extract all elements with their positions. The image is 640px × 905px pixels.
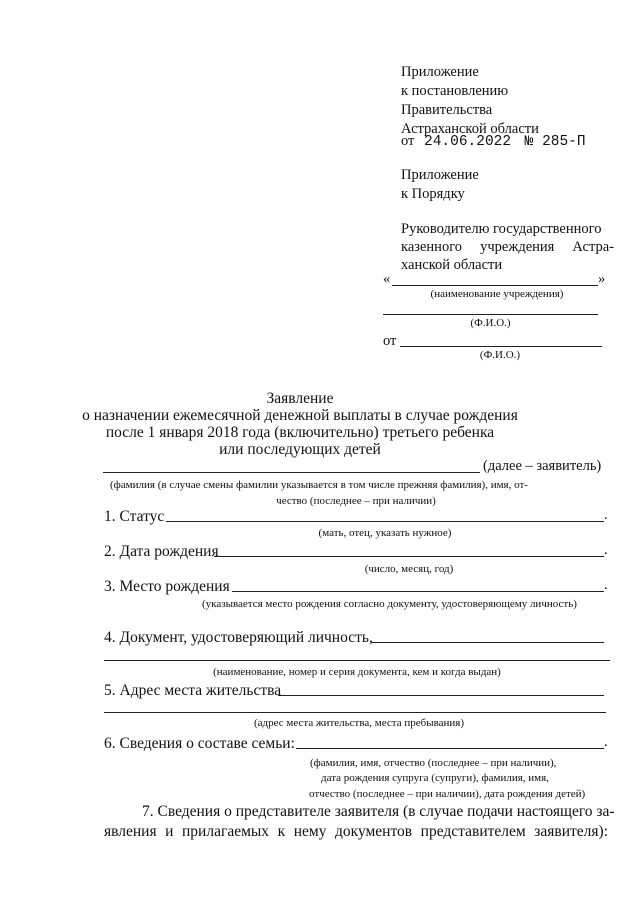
fio-caption: (Ф.И.О.) bbox=[470, 317, 511, 329]
decree-date: 24.06.2022 bbox=[424, 134, 512, 150]
family-caption: (фамилия, имя, отчество (последнее – при наличии), bbox=[310, 757, 557, 769]
birthdate-caption: (число, месяц, год) bbox=[364, 563, 454, 575]
document-label: 4. Документ, удостоверяющий личность, bbox=[104, 629, 373, 646]
status-dot: . bbox=[604, 507, 608, 523]
representative-text: явления и прилагаемых к нему документов представителем заявителя): bbox=[104, 823, 608, 840]
fio-caption: (Ф.И.О.) bbox=[479, 349, 521, 361]
quote-close: » bbox=[598, 271, 606, 287]
appendix-title: Приложение bbox=[401, 64, 479, 80]
family-label: 6. Сведения о составе семьи: bbox=[104, 735, 295, 752]
addressee-line: Руководителю государственного bbox=[401, 221, 602, 237]
representative-text: 7. Сведения о представителе заявителя (в случае подачи настоящего за- bbox=[142, 803, 615, 820]
family-field[interactable] bbox=[296, 748, 604, 749]
address-label: 5. Адрес места жительства bbox=[104, 682, 282, 699]
birthdate-dot: . bbox=[604, 542, 608, 558]
status-field[interactable] bbox=[166, 521, 604, 522]
applicant-caption: (фамилия (в случае смены фамилии указывается в том числе прежняя фамилия), имя, от- bbox=[110, 479, 528, 491]
addressee-word: учреждения bbox=[480, 239, 555, 255]
address-field-2[interactable] bbox=[104, 712, 606, 713]
appendix-line: Астраханской области bbox=[401, 121, 539, 137]
appendix2-line: к Порядку bbox=[401, 186, 465, 202]
status-label: 1. Статус bbox=[104, 508, 165, 525]
document-title-line: о назначении ежемесячной денежной выплаты в случае рождения bbox=[82, 407, 518, 424]
appendix-line: Правительства bbox=[401, 102, 493, 118]
family-dot: . bbox=[604, 734, 608, 750]
from-fio-line bbox=[400, 346, 602, 347]
from-label: от bbox=[383, 333, 397, 349]
decree-number: № 285-П bbox=[524, 134, 586, 150]
birthplace-label: 3. Место рождения bbox=[104, 578, 230, 595]
institution-caption: (наименование учреждения) bbox=[430, 288, 564, 300]
family-caption: дата рождения супруга (супруги), фамилия, имя, bbox=[321, 772, 549, 784]
institution-line bbox=[392, 285, 598, 286]
document-caption: (наименование, номер и серия документа, кем и когда выдан) bbox=[213, 666, 501, 678]
birthdate-label: 2. Дата рождения bbox=[104, 543, 219, 560]
applicant-line bbox=[103, 472, 480, 473]
status-caption: (мать, отец, указать нужное) bbox=[318, 527, 452, 539]
decree-date-row bbox=[401, 132, 586, 152]
date-prefix: от bbox=[401, 133, 415, 149]
addressee-line: ханской области bbox=[401, 257, 503, 273]
birthplace-dot: . bbox=[604, 577, 608, 593]
address-field[interactable] bbox=[278, 695, 604, 696]
document-field-2[interactable] bbox=[104, 660, 610, 661]
family-caption: отчество (последнее – при наличии), дата рождения детей) bbox=[309, 788, 586, 800]
birthdate-field[interactable] bbox=[214, 556, 604, 557]
applicant-suffix: (далее – заявитель) bbox=[483, 458, 602, 474]
addressee-word: Астра- bbox=[572, 239, 614, 255]
address-caption: (адрес места жительства, места пребывания) bbox=[253, 717, 465, 729]
document-title: Заявление bbox=[266, 390, 334, 407]
birthplace-field[interactable] bbox=[232, 591, 604, 592]
applicant-caption: чество (последнее – при наличии) bbox=[276, 495, 436, 507]
addressee-line bbox=[401, 238, 614, 257]
document-field[interactable] bbox=[371, 642, 604, 643]
document-title-line: после 1 января 2018 года (включительно) третьего ребенка bbox=[105, 424, 495, 441]
quote-open: « bbox=[383, 271, 391, 287]
document-title-line: или последующих детей bbox=[219, 441, 381, 458]
fio-line bbox=[383, 314, 598, 315]
birthplace-caption: (указывается место рождения согласно документу, удостоверяющему личность) bbox=[202, 598, 577, 610]
appendix-line: к постановлению bbox=[401, 83, 509, 99]
appendix2-title: Приложение bbox=[401, 167, 479, 183]
addressee-word: казенного bbox=[401, 239, 463, 255]
